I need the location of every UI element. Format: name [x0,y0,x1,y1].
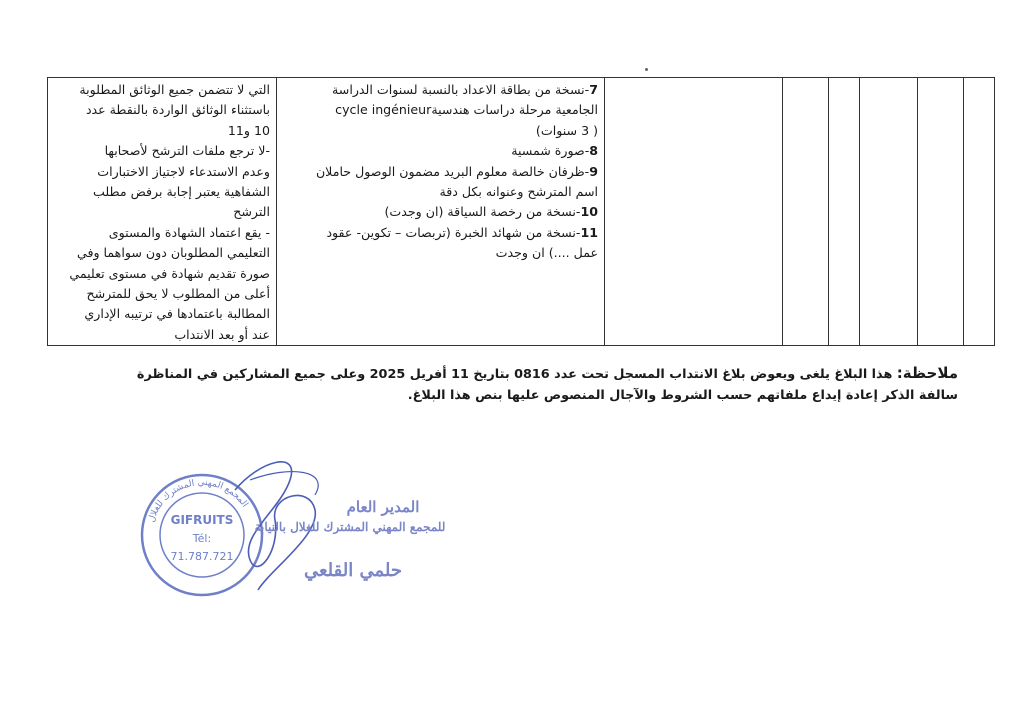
table-cell-empty [860,78,918,346]
requirements-table [47,77,995,346]
table-cell-empty [605,78,783,346]
requirement-text: -نسخة من بطاقة الاعداد بالنسبة لسنوات الدراسة [332,82,590,97]
table-cell-empty [918,78,964,346]
requirement-line [283,80,598,100]
signature-name: حلمي القلعي [304,560,402,581]
scan-dot [645,68,648,71]
requirement-line [283,100,598,120]
remark-line: التعليمي المطلوبان دون سواهما وفي [76,245,270,261]
table-cell-empty [829,78,860,346]
required-documents-list [277,78,604,264]
remark-line: -لا ترجع ملفات الترشح لأصحابها [104,143,270,159]
signature-organization: للمجمع المهني المشترك للغلال بالنيابة [254,520,446,534]
stamp-org-name: GIFRUITS [170,513,234,527]
remark-line: 10 و11 [227,122,270,138]
requirement-line [283,121,598,141]
remark-line: التي لا تتضمن جميع الوثائق المطلوبة [79,82,270,97]
note-label: ملاحظة: [896,364,958,382]
signature-title: المدير العام [346,498,420,516]
requirement-text: اسم المترشح وعنوانه بكل دقة [439,184,598,200]
table-row [48,78,995,346]
requirement-text: -صورة شمسية [511,143,590,159]
remarks-cell [48,78,277,346]
required-documents-cell [277,78,605,346]
requirement-number: 11 [580,224,598,240]
note-paragraph [96,363,958,406]
remark-line: أعلى من المطلوب لا يحق للمترشح [86,286,270,302]
remark-line: صورة تقديم شهادة في مستوى تعليمي [69,265,270,281]
requirement-text: -نسخة من شهائد الخبرة (تربصات – تكوين- عقود [326,224,581,240]
remark-line: الترشح [233,204,270,220]
requirement-text: ( 3 سنوات) [535,122,598,138]
requirement-number: 9 [589,163,598,179]
remark-line: - يقع اعتماد الشهادة والمستوى [108,224,270,240]
requirement-number: 7 [589,82,598,97]
remark-line: الشفاهية يعتبر إجابة برفض مطلب [92,184,270,200]
remark-line: باستثناء الوثائق الواردة بالنقطة عدد [85,102,270,118]
requirement-number: 10 [580,204,598,220]
remarks-list [48,78,276,345]
stamp-ring-text: المجمع المهني المشترك للغلال [146,477,250,524]
requirement-line [283,182,598,202]
requirement-text: -نسخة من رخصة السياقة (ان وجدت) [384,204,581,220]
table-cell-empty [964,78,995,346]
requirement-text: عمل ....) ان وجدت [495,245,598,261]
requirement-line [283,202,598,222]
requirement-line [283,141,598,161]
requirement-text: الجامعية مرحلة دراسات هندسية [431,102,598,118]
requirement-text: -ظرفان خالصة معلوم البريد مضمون الوصول حاملان [315,163,590,179]
table-cell-empty [783,78,829,346]
remark-line: المطالبة باعتمادها في ترتيبه الإداري [84,306,270,322]
requirement-number: 8 [589,143,598,159]
note-text: هذا البلاغ يلغى ويعوض بلاغ الانتداب المسجل تحت عدد 0816 بتاريخ 11 أفريل 2025 وعلى جميع المشاركين في المناظرة سالفة الذكر إعادة إيداع ملفاتهم حسب الشروط والآجال المنصوص عليها بنص هذا البلاغ. [136,367,958,403]
stamp-tel-number: 71.787.721 [170,550,234,563]
stamp-tel-label: Tél: [192,532,212,545]
requirement-latin-text: cycle ingénieur [331,102,432,118]
requirement-line [283,243,598,263]
remark-line: وعدم الاستدعاء لاجتياز الاختبارات [97,163,270,179]
remark-line: عند أو بعد الانتداب [174,326,270,342]
requirement-line [283,223,598,243]
requirement-line [283,162,598,182]
